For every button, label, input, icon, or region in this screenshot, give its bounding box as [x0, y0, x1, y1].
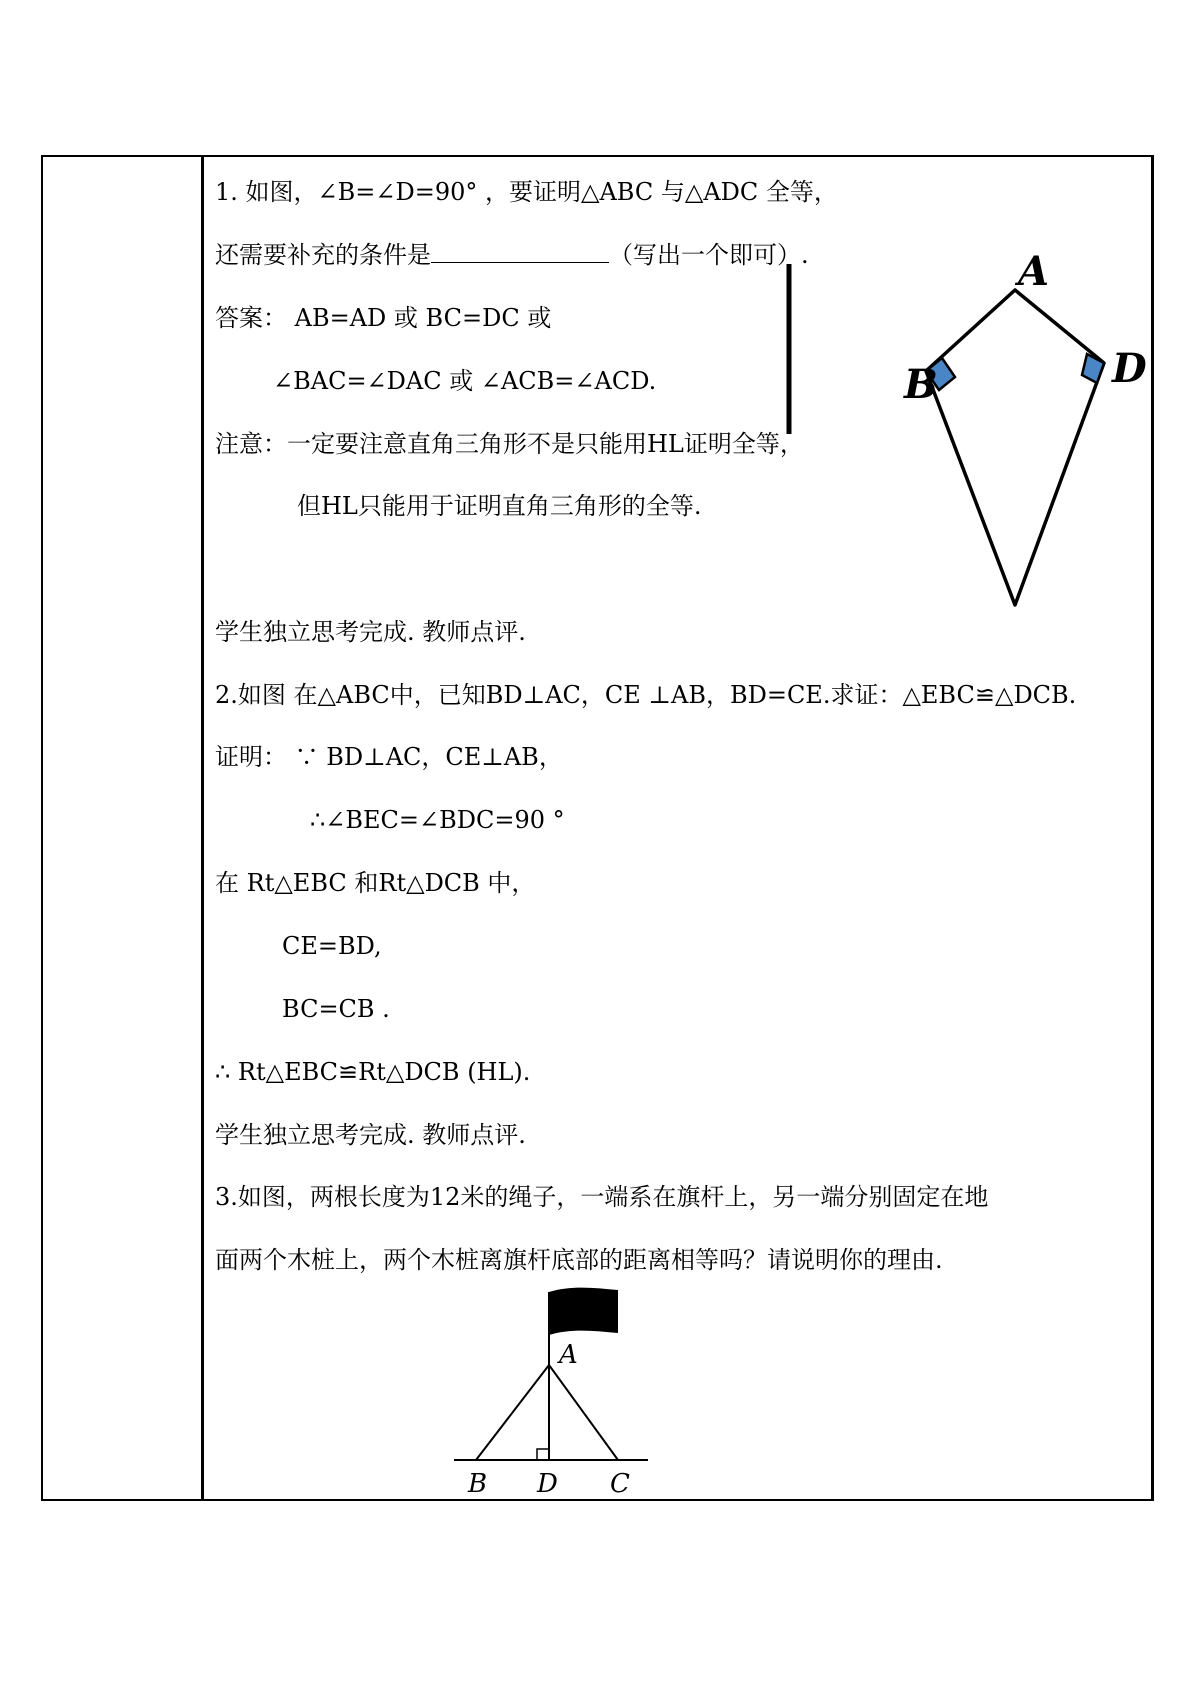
- label-a: A: [1018, 248, 1050, 295]
- problem2-proof-line3: 在 Rt△EBC 和Rt△DCB 中，: [215, 869, 536, 897]
- label-d: D: [1112, 345, 1147, 392]
- problem1-answer-line1: 答案： AB=AD 或 BC=DC 或: [215, 304, 552, 332]
- right-angle-mark-icon: [537, 1449, 549, 1460]
- problem1-note-line1: 注意：一定要注意直角三角形不是只能用HL证明全等，: [215, 430, 804, 458]
- problem1-note-line2: 但HL只能用于证明直角三角形的全等.: [297, 492, 702, 520]
- problem2-proof-line1: 证明： ∵ BD⊥AC，CE⊥AB，: [215, 743, 563, 771]
- label-c: C: [610, 1469, 630, 1499]
- problem2-proof-line6: ∴ Rt△EBC≌Rt△DCB (HL).: [215, 1058, 531, 1086]
- rope-right: [549, 1365, 618, 1460]
- problem3-statement-line1: 3.如图，两根长度为12米的绳子，一端系在旗杆上，另一端分别固定在地: [215, 1183, 989, 1211]
- problem2-proof-line4: CE=BD,: [282, 932, 382, 960]
- label-d: D: [537, 1469, 558, 1499]
- problem2-comment: 学生独立思考完成. 教师点评.: [215, 1121, 526, 1149]
- label-a: A: [559, 1340, 578, 1370]
- label-b: B: [904, 361, 938, 408]
- problem3-statement-line2: 面两个木桩上，两个木桩离旗杆底部的距离相等吗？请说明你的理由.: [215, 1246, 943, 1274]
- problem1-line2-after: （写出一个即可）.: [609, 241, 809, 269]
- problem1-line2-before: 还需要补充的条件是: [215, 241, 431, 269]
- problem2-proof-line5: BC=CB .: [282, 995, 390, 1023]
- problem1-answer-line2: ∠BAC=∠DAC 或 ∠ACB=∠ACD.: [273, 367, 657, 395]
- flag-icon: [549, 1288, 618, 1335]
- problem2-statement: 2.如图 在△ABC中，已知BD⊥AC，CE ⊥AB，BD=CE.求证：△EBC≌△DCB.: [215, 681, 1077, 709]
- problem1-line1: 1. 如图，∠B=∠D=90° ，要证明△ABC 与△ADC 全等，: [215, 178, 838, 206]
- rope-left: [476, 1365, 549, 1460]
- problem1-comment: 学生独立思考完成. 教师点评.: [215, 618, 526, 646]
- problem2-proof-line2: ∴∠BEC=∠BDC=90 °: [310, 806, 565, 834]
- label-b: B: [468, 1469, 488, 1499]
